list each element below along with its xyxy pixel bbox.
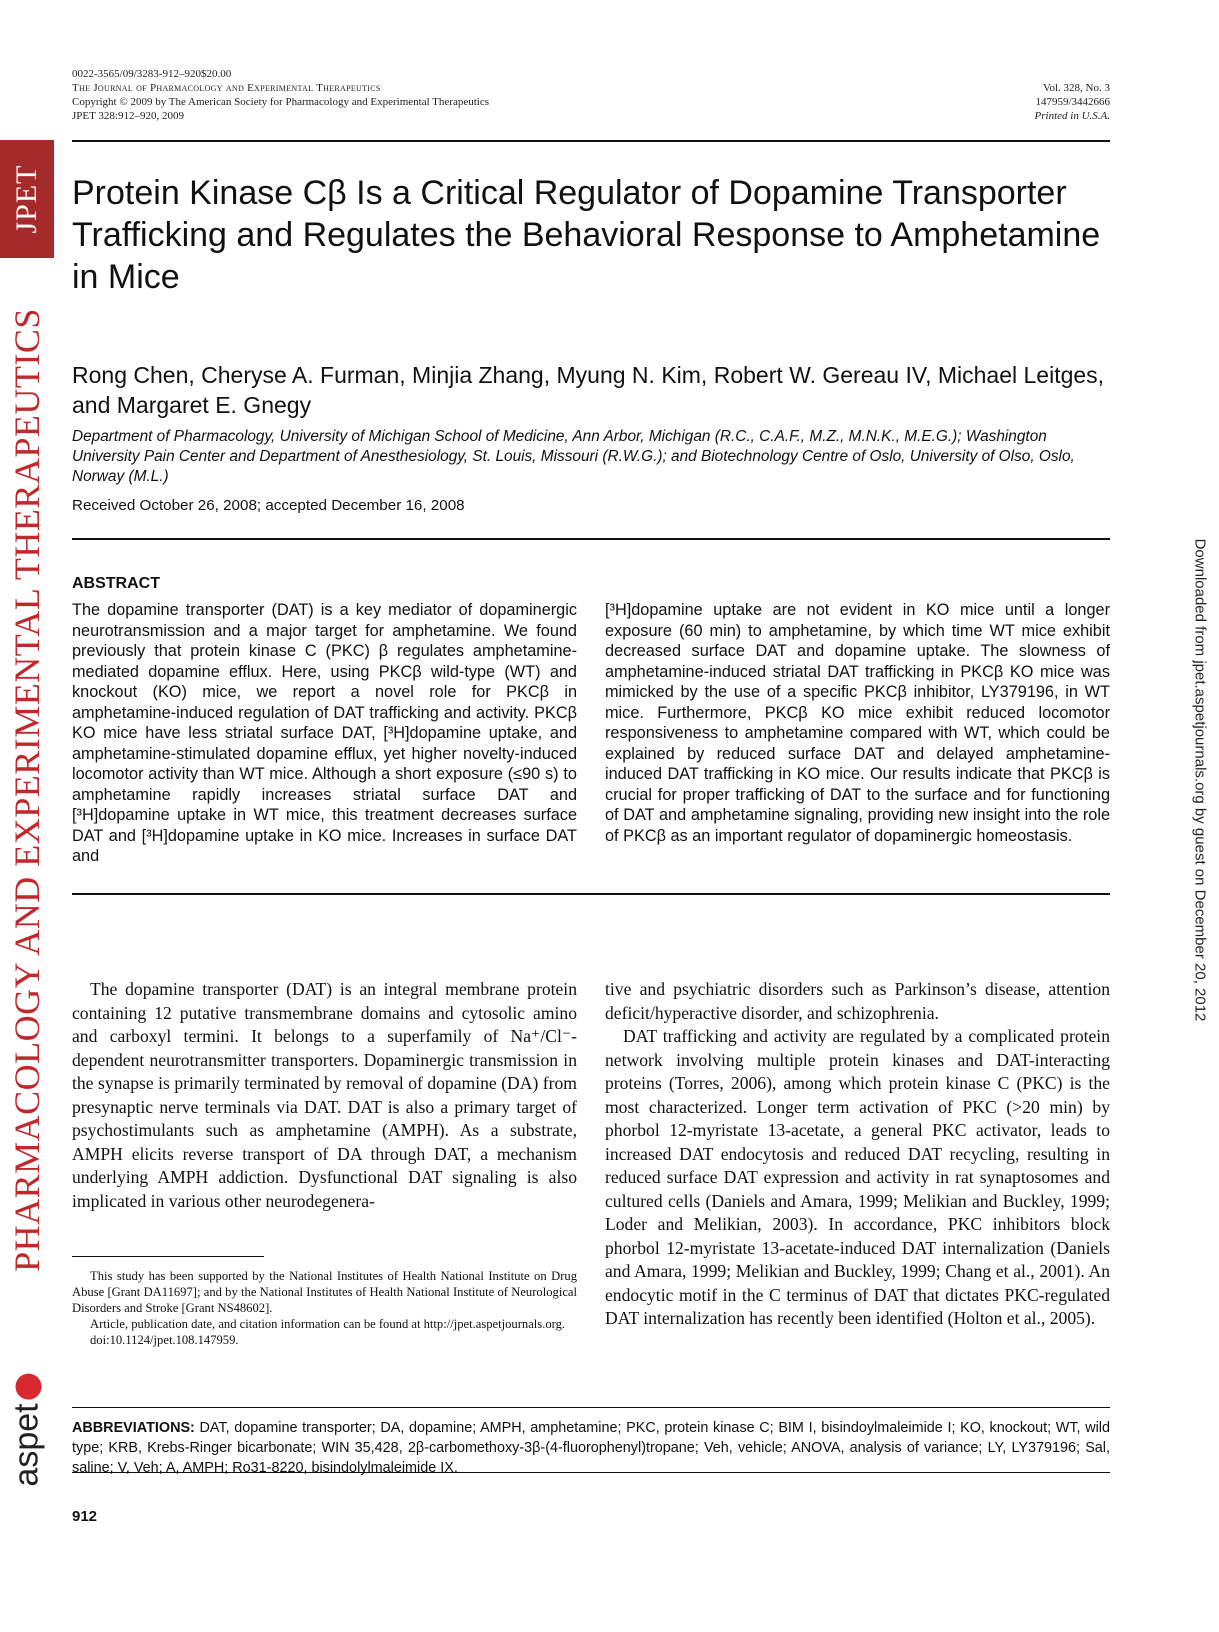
received-date: Received October 26, 2008; accepted December 16, 2008 [72,497,465,514]
download-note: Downloaded from jpet.aspetjournals.org by guest on December 20, 2012 [1191,538,1209,1022]
article-info-footnote: Article, publication date, and citation information can be found at http://jpet.aspetjournals.org. [90,1317,566,1331]
jpet-badge [0,140,54,258]
body-left-column [72,978,577,1213]
issue-info [940,81,1110,123]
page-number: 912 [72,1508,98,1525]
copyright-line: Copyright © 2009 by The American Society for Pharmacology and Experimental Therapeutics [72,96,489,108]
title-rule [72,538,1110,540]
printed-line: Printed in U.S.A. [1034,110,1110,122]
article-title: Protein Kinase Cβ Is a Critical Regulator of Dopamine Transporter Trafficking and Regulates the Behavioral Response to Amphetamine in Mice [72,174,1101,296]
abbreviations-label: ABBREVIATIONS: [72,1420,195,1436]
abbreviations-top-rule [72,1407,1110,1408]
dat-trafficking-paragraph: DAT trafficking and activity are regulated by a complicated protein network involving multiple protein kinases and DAT-interacting proteins (Torres, 2006), among which protein kinase C (PKC) is the most characterized. Longer term activation of PKC (>20 min) by phorbol 12-myristate 13-acetate, a general PKC activator, leads to increased DAT endocytosis and reduced DAT recycling, resulting in reduced surface DAT expression and activity in rat synaptosomes and cultured cells (Daniels and Amara, 1999; Melikian and Buckley, 1999; Loder and Melikian, 2003). In accordance, PKC inhibitors block phorbol 12-myristate 13-acetate-induced DAT internalization (Daniels and Amara, 1999; Melikian and Buckley, 1999; Chang et al., 2001). An endocytic motif in the C terminus of DAT that dictates PKC-regulated DAT internalization has recently been identified (Holton et al., 2005). [605,1026,1110,1328]
volume-line: Vol. 328, No. 3 [1042,82,1110,94]
footnotes [72,1268,577,1348]
body-right-column [605,978,1110,1331]
intro-paragraph-continued: tive and psychiatric disorders such as Parkinson’s disease, attention deficit/hyperactive disorder, and schizophrenia. [605,979,1110,1023]
abbreviations-bottom-rule [72,1472,1110,1473]
abstract-rule [72,893,1110,895]
aspet-logo [8,1373,47,1486]
header-rule [72,140,1110,142]
author-list: Rong Chen, Cheryse A. Furman, Minjia Zhang, Myung N. Kim, Robert W. Gereau IV, Michael Leitges, and Margaret E. Gnegy [72,362,1105,418]
citation-line: JPET 328:912–920, 2009 [72,110,184,122]
aspet-logo-text: aspet [7,1403,46,1487]
funding-footnote: This study has been supported by the National Institutes of Health National Institute on Drug Abuse [Grant DA11697]; and by the National Institutes of Health National Institute of Neurological Disorders and Stroke [Grant NS48602]. [72,1269,577,1315]
aspet-logo-dot-icon [16,1373,42,1399]
issn-code: 0022-3565/09/3283-912–920$20.00 [72,68,232,80]
journal-sidebar [0,140,55,1510]
journal-title: The Journal of Pharmacology and Experimental Therapeutics [72,82,381,94]
jpet-label: JPET [10,164,43,234]
journal-name-vertical: PHARMACOLOGY AND EXPERIMENTAL THERAPEUTICS [7,308,47,1272]
doi-footnote: doi:10.1124/jpet.108.147959. [90,1333,239,1347]
abbreviations-text: DAT, dopamine transporter; DA, dopamine; AMPH, amphetamine; PKC, protein kinase C; BIM I, bisindoylmaleimide I; KO, knockout; WT, wild type; KRB, Krebs-Ringer bicarbonate; WIN 35,428, 2β-carbomethoxy-3β-(4-fluorophenyl)tropane; Veh, vehicle; ANOVA, analysis of variance; LY, LY379196; Sal, saline; V, Veh; A, AMPH; Ro31-8220, bisindolylmaleimide IX. [72,1420,1110,1476]
footnote-rule [72,1256,264,1257]
abstract-right-column: [³H]dopamine uptake are not evident in KO mice until a longer exposure (60 min) to amphetamine, by which time WT mice exhibit decreased surface DAT and dopamine uptake. The slowness of amphetamine-induced striatal DAT trafficking in PKCβ KO mice was mimicked by the use of a specific PKCβ inhibitor, LY379196, in WT mice. Furthermore, PKCβ KO mice exhibit reduced locomotor responsiveness to amphetamine compared with WT, which could be explained by reduced surface DAT and delayed amphetamine-induced DAT trafficking in KO mice. Our results indicate that PKCβ is crucial for proper trafficking of DAT to the surface and for functioning of DAT and amphetamine signaling, providing new insight into the role of PKCβ as an important regulator of dopaminergic homeostasis. [605,601,1110,845]
abstract-heading: ABSTRACT [72,575,160,592]
abbreviations [72,1418,1110,1478]
affiliation: Department of Pharmacology, University of Michigan School of Medicine, Ann Arbor, Michigan (R.C., C.A.F., M.Z., M.N.K., M.E.G.); Washington University Pain Center and Department of Anesthesiology, St. Louis, Missouri (R.W.G.); and Biotechnology Centre of Oslo, University of Olso, Oslo, Norway (M.L.) [72,428,1075,485]
abstract-left-column: The dopamine transporter (DAT) is a key mediator of dopaminergic neurotransmission and a major target for amphetamine. We found previously that protein kinase C (PKC) β regulates amphetamine-mediated dopamine efflux. Here, using PKCβ wild-type (WT) and knockout (KO) mice, we report a novel role for PKCβ in amphetamine-induced regulation of DAT trafficking and activity. PKCβ KO mice have less striatal surface DAT, [³H]dopamine uptake, and amphetamine-stimulated dopamine efflux, yet higher novelty-induced locomotor activity than WT mice. Although a short exposure (≤90 s) to amphetamine rapidly increases striatal surface DAT and [³H]dopamine uptake in WT mice, this treatment decreases surface DAT and [³H]dopamine uptake in KO mice. Increases in surface DAT and [72,601,577,865]
journal-header [72,67,489,123]
intro-paragraph: The dopamine transporter (DAT) is an integral membrane protein containing 12 putative transmembrane domains and cytosolic amino and carboxyl termini. It belongs to a superfamily of Na⁺/Cl⁻-dependent neurotransmitter transporters. Dopaminergic transmission in the synapse is primarily terminated by removal of dopamine (DA) from presynaptic nerve terminals via DAT. DAT is also a primary target of psychostimulants such as amphetamine (AMPH). As a substrate, AMPH elicits reverse transport of DA through DAT, a mechanism underlying AMPH addiction. Dysfunctional DAT signaling is also implicated in various other neurodegenera- [72,979,577,1211]
article-id: 147959/3442666 [1035,96,1110,108]
